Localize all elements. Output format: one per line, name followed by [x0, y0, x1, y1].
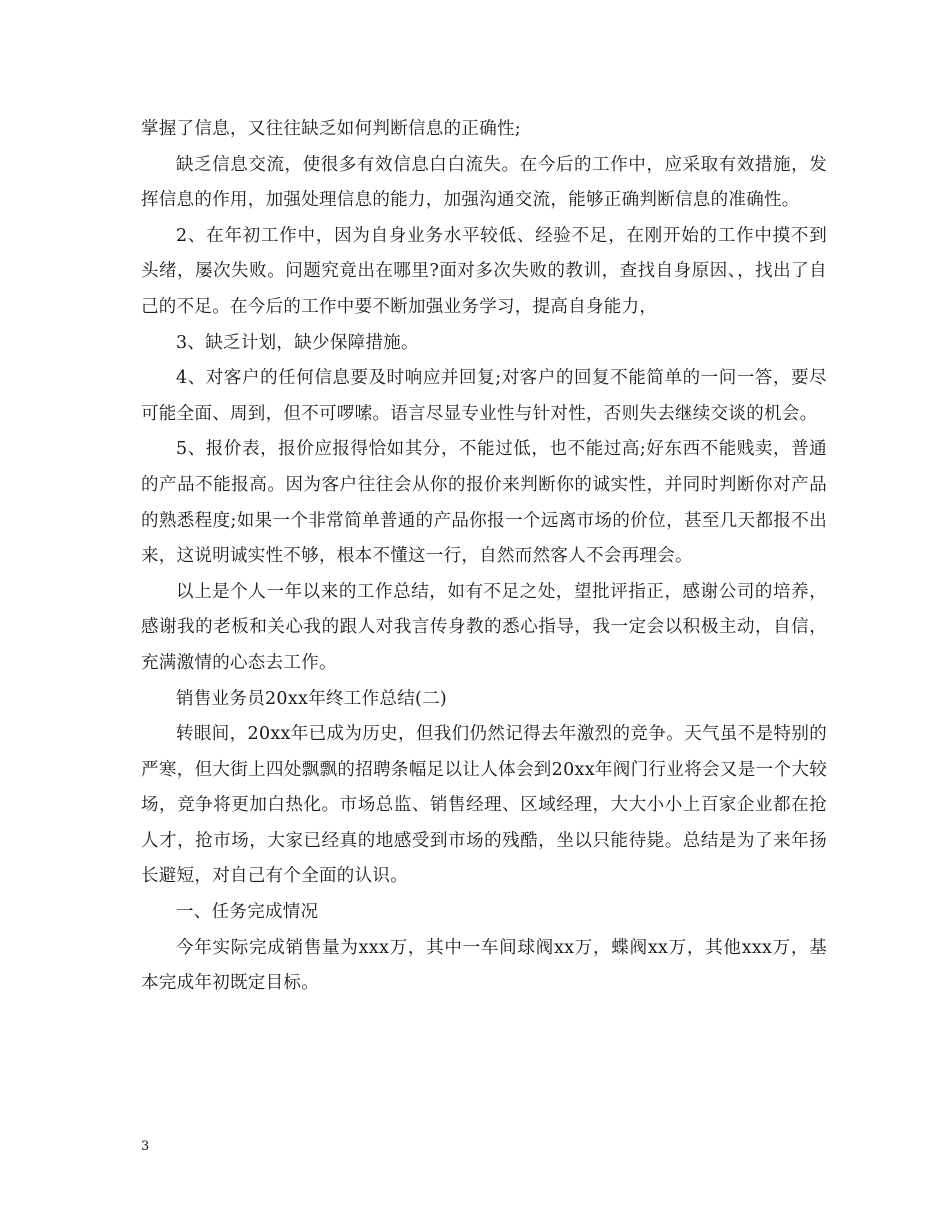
paragraph-information-exchange: 缺乏信息交流，使很多有效信息白白流失。在今后的工作中，应采取有效措施，发挥信息的作用，加强处理信息的能力，加强沟通交流，能够正确判断信息的准确性。 — [141, 154, 827, 211]
heading-task-completion: 一、任务完成情况 — [176, 902, 319, 923]
paragraph-intro: 转眼间，20xx年已成为历史，但我们仍然记得去年激烈的竞争。天气虽不是特别的严寒，但大街上四处飘飘的招聘条幅足以让人体会到20xx年阀门行业将会又是一个大较场，竞争将更加白热化。市场总监、销售经理、区域经理，大大小小上百家企业都在抢人才，抢市场，大家已经真的地感受到市场的残酷，坐以只能待毙。总结是为了来年扬长避短，对自己有个全面的认识。 — [141, 724, 827, 887]
paragraph-item-3: 3、缺乏计划，缺少保障措施。 — [176, 332, 419, 353]
paragraph-continuation: 掌握了信息，又往往缺乏如何判断信息的正确性; — [141, 119, 521, 139]
paragraph-conclusion: 以上是个人一年以来的工作总结，如有不足之处，望批评指正，感谢公司的培养，感谢我的老板和关心我的跟人对我言传身教的悉心指导，我一定会以积极主动，自信，充满激情的心态去工作。 — [141, 581, 827, 673]
paragraph-sales-result: 今年实际完成销售量为xxx万，其中一车间球阀xx万，蝶阀xx万，其他xxx万，基本完成年初既定目标。 — [141, 937, 827, 994]
page-number: 3 — [141, 1139, 150, 1154]
paragraph-item-5: 5、报价表，报价应报得恰如其分，不能过低，也不能过高;好东西不能贱卖，普通的产品不能报高。因为客户往往会从你的报价来判断你的诚实性，并同时判断你对产品的熟悉程度;如果一个非常简单普通的产品你报一个远离市场的价位，甚至几天都报不出来，这说明诚实性不够，根本不懂这一行，自然而然客人不会再理会。 — [141, 439, 827, 567]
section-title: 销售业务员20xx年终工作总结(二) — [176, 688, 448, 709]
paragraph-item-2: 2、在年初工作中，因为自身业务水平较低、经验不足，在刚开始的工作中摸不到头绪，屡次失败。问题究竟出在哪里?面对多次失败的教训，查找自身原因、，找出了自己的不足。在今后的工作中要不断加强业务学习，提高自身能力， — [141, 225, 827, 317]
document-body — [141, 112, 827, 1002]
paragraph-item-4: 4、对客户的任何信息要及时响应并回复;对客户的回复不能简单的一问一答，要尽可能全面、周到，但不可啰嗦。语言尽显专业性与针对性，否则失去继续交谈的机会。 — [141, 368, 827, 424]
